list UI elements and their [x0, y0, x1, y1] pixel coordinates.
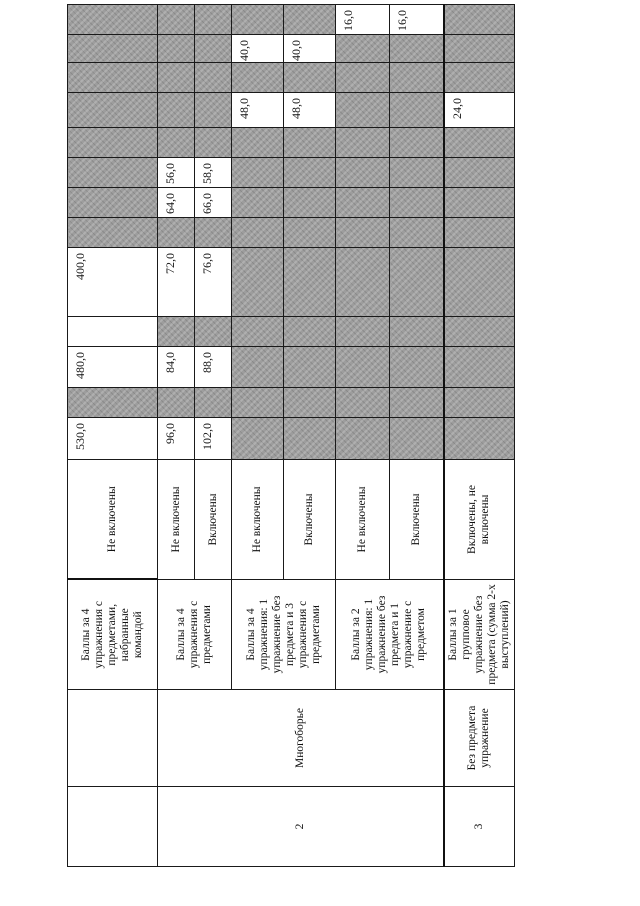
score-cell [444, 317, 515, 347]
score-cell: 16,0 [336, 5, 390, 35]
score-cell [444, 218, 515, 248]
score-cell [195, 63, 232, 93]
score-cell [195, 317, 232, 347]
score-cell: 24,0 [444, 93, 515, 128]
score-cell [336, 188, 390, 218]
score-cell [232, 63, 284, 93]
score-cell [195, 35, 232, 63]
score-cell [68, 63, 158, 93]
score-cell: 72,0 [158, 248, 195, 317]
score-cell [336, 93, 390, 128]
score-cell [390, 418, 444, 460]
score-cell [195, 5, 232, 35]
score-cell: 400,0 [68, 248, 158, 317]
score-cell [336, 347, 390, 388]
score-cell [195, 218, 232, 248]
score-cell [68, 317, 158, 347]
score-cell [390, 388, 444, 418]
score-cell: 40,0 [284, 35, 336, 63]
score-cell [444, 128, 515, 158]
score-cell [68, 5, 158, 35]
score-cell [68, 218, 158, 248]
score-cell [232, 188, 284, 218]
score-cell [390, 347, 444, 388]
score-cell [68, 128, 158, 158]
score-cell: 40,0 [232, 35, 284, 63]
status-cell: Включены [284, 460, 336, 580]
score-cell [390, 35, 444, 63]
score-cell [284, 158, 336, 188]
score-cell: 66,0 [195, 188, 232, 218]
score-cell [284, 63, 336, 93]
score-cell [68, 158, 158, 188]
score-cell: 48,0 [284, 93, 336, 128]
score-cell [158, 93, 195, 128]
score-cell: 530,0 [68, 418, 158, 460]
score-cell [195, 93, 232, 128]
score-cell [232, 418, 284, 460]
score-cell [68, 188, 158, 218]
score-cell [284, 418, 336, 460]
score-cell [336, 248, 390, 317]
score-cell [336, 158, 390, 188]
score-cell: 48,0 [232, 93, 284, 128]
score-cell: 84,0 [158, 347, 195, 388]
row-number-cell [68, 787, 158, 867]
score-cell [336, 63, 390, 93]
score-cell [390, 128, 444, 158]
score-cell [232, 158, 284, 188]
score-cell: 480,0 [68, 347, 158, 388]
score-cell [68, 388, 158, 418]
score-cell [444, 418, 515, 460]
score-cell [232, 388, 284, 418]
score-cell [158, 63, 195, 93]
score-cell: 96,0 [158, 418, 195, 460]
score-cell [158, 128, 195, 158]
score-cell [195, 388, 232, 418]
table-row [68, 5, 158, 867]
score-cell [390, 63, 444, 93]
score-cell [444, 347, 515, 388]
score-cell [232, 218, 284, 248]
score-cell [158, 388, 195, 418]
score-cell: 76,0 [195, 248, 232, 317]
score-cell [232, 5, 284, 35]
score-cell [232, 248, 284, 317]
score-cell [284, 317, 336, 347]
table-row [158, 5, 195, 867]
status-cell: Не включены [232, 460, 284, 580]
event-cell: Многоборье [158, 690, 444, 787]
score-cell [336, 388, 390, 418]
score-cell [284, 388, 336, 418]
row-number-cell: 3 [444, 787, 515, 867]
score-cell [68, 35, 158, 63]
score-cell [158, 35, 195, 63]
row-number-cell: 2 [158, 787, 444, 867]
table-frame [67, 10, 511, 867]
score-cell [444, 63, 515, 93]
score-cell [336, 418, 390, 460]
table-row [444, 5, 515, 867]
score-cell [390, 218, 444, 248]
criterion-cell: Баллы за 4 упражнения с предметами, набранные командой [68, 580, 158, 690]
score-cell: 102,0 [195, 418, 232, 460]
score-cell [444, 248, 515, 317]
score-cell [444, 35, 515, 63]
score-cell [232, 347, 284, 388]
score-cell [232, 128, 284, 158]
status-cell: Не включены [336, 460, 390, 580]
score-cell [390, 93, 444, 128]
score-cell: 58,0 [195, 158, 232, 188]
rotated-table-area [67, 10, 511, 867]
score-cell [68, 93, 158, 128]
scores-table [67, 4, 515, 867]
score-cell: 64,0 [158, 188, 195, 218]
score-cell: 88,0 [195, 347, 232, 388]
score-cell [158, 5, 195, 35]
score-cell [444, 5, 515, 35]
score-cell [284, 5, 336, 35]
score-cell: 56,0 [158, 158, 195, 188]
status-cell: Не включены [68, 460, 158, 580]
criterion-cell: Баллы за 4 упражнения с предметами [158, 580, 232, 690]
criterion-cell: Баллы за 2 упражнения: 1 упражнение без предмета и 1 упражнение с предметом [336, 580, 444, 690]
criterion-cell: Баллы за 1 групповое упражнение без предмета (сумма 2-х выступлений) [444, 580, 515, 690]
score-cell: 16,0 [390, 5, 444, 35]
score-cell [336, 128, 390, 158]
score-cell [195, 128, 232, 158]
score-cell [390, 317, 444, 347]
score-cell [284, 347, 336, 388]
score-cell [158, 317, 195, 347]
score-cell [284, 128, 336, 158]
score-cell [284, 248, 336, 317]
score-cell [444, 388, 515, 418]
score-cell [158, 218, 195, 248]
event-cell: Без предмета упражнение [444, 690, 515, 787]
status-cell: Включены [195, 460, 232, 580]
criterion-cell: Баллы за 4 упражнения: 1 упражнение без предмета и 3 упражнения с предметами [232, 580, 336, 690]
score-cell [444, 158, 515, 188]
score-cell [232, 317, 284, 347]
score-cell [390, 188, 444, 218]
score-cell [444, 188, 515, 218]
score-cell [284, 218, 336, 248]
score-cell [336, 35, 390, 63]
status-cell: Не включены [158, 460, 195, 580]
status-cell: Включены [390, 460, 444, 580]
event-cell [68, 690, 158, 787]
score-cell [284, 188, 336, 218]
score-cell [390, 248, 444, 317]
score-cell [390, 158, 444, 188]
score-cell [336, 218, 390, 248]
score-cell [336, 317, 390, 347]
status-cell: Включены, не включены [444, 460, 515, 580]
